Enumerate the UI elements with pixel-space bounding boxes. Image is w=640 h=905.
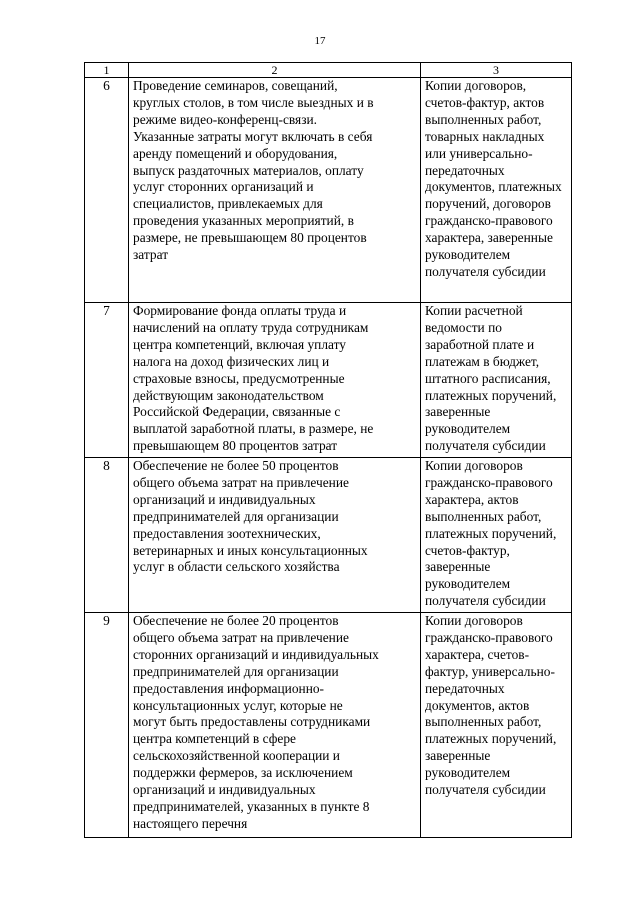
table-row [85,613,572,838]
expense-description: Формирование фонда оплаты труда и начислений на оплату труда сотрудникам центра компетенций, включая уплату налога на доход физических лиц и страховые взносы, предусмотренные действующим законодательством Российской Федерации, связанные с выплатой заработной платы, в размере, не превышающем 80 процентов затрат [129,303,421,458]
supporting-documents: Копии договоров, счетов-фактур, актов выполненных работ, товарных накладных или универсально- передаточных документов, платежных поручений, договоров гражданско-правового характера, заверенные руководителем получателя субсидии [421,78,572,303]
supporting-documents: Копии расчетной ведомости по заработной плате и платежам в бюджет, штатного расписания, платежных поручений, заверенные руководителем получателя субсидии [421,303,572,458]
table-row [85,458,572,613]
page-number: 17 [314,35,326,47]
row-number: 9 [85,613,129,838]
row-number: 7 [85,303,129,458]
table-row [85,78,572,303]
row-number: 8 [85,458,129,613]
table-row [85,303,572,458]
column-header-documents: 3 [421,63,572,78]
column-header-expense: 2 [129,63,421,78]
column-header-number: 1 [85,63,129,78]
expense-description: Обеспечение не более 50 процентов общего объема затрат на привлечение организаций и индивидуальных предпринимателей для организации предоставления зоотехнических, ветеринарных и иных консультационных услуг в области сельского хозяйства [129,458,421,613]
expense-description: Проведение семинаров, совещаний, круглых столов, в том числе выездных и в режиме видео-конференц-связи. Указанные затраты могут включать в себя аренду помещений и оборудования, выпуск раздаточных материалов, оплату услуг сторонних организаций и специалистов, привлекаемых для проведения указанных мероприятий, в размере, не превышающем 80 процентов затрат [129,78,421,303]
expense-description: Обеспечение не более 20 процентов общего объема затрат на привлечение сторонних организаций и индивидуальных предпринимателей для организации предоставления информационно- консультационных услуг, которые не могут быть предоставлены сотрудниками центра компетенций в сфере сельскохозяйственной кооперации и поддержки фермеров, за исключением организаций и индивидуальных предпринимателей, указанных в пункте 8 настоящего перечня [129,613,421,838]
supporting-documents: Копии договоров гражданско-правового характера, счетов- фактур, универсально- передаточных документов, актов выполненных работ, платежных поручений, заверенные руководителем получателя субсидии [421,613,572,838]
supporting-documents: Копии договоров гражданско-правового характера, актов выполненных работ, платежных поручений, счетов-фактур, заверенные руководителем получателя субсидии [421,458,572,613]
table-header-row [85,63,572,78]
row-number: 6 [85,78,129,303]
expenses-table [84,62,572,838]
